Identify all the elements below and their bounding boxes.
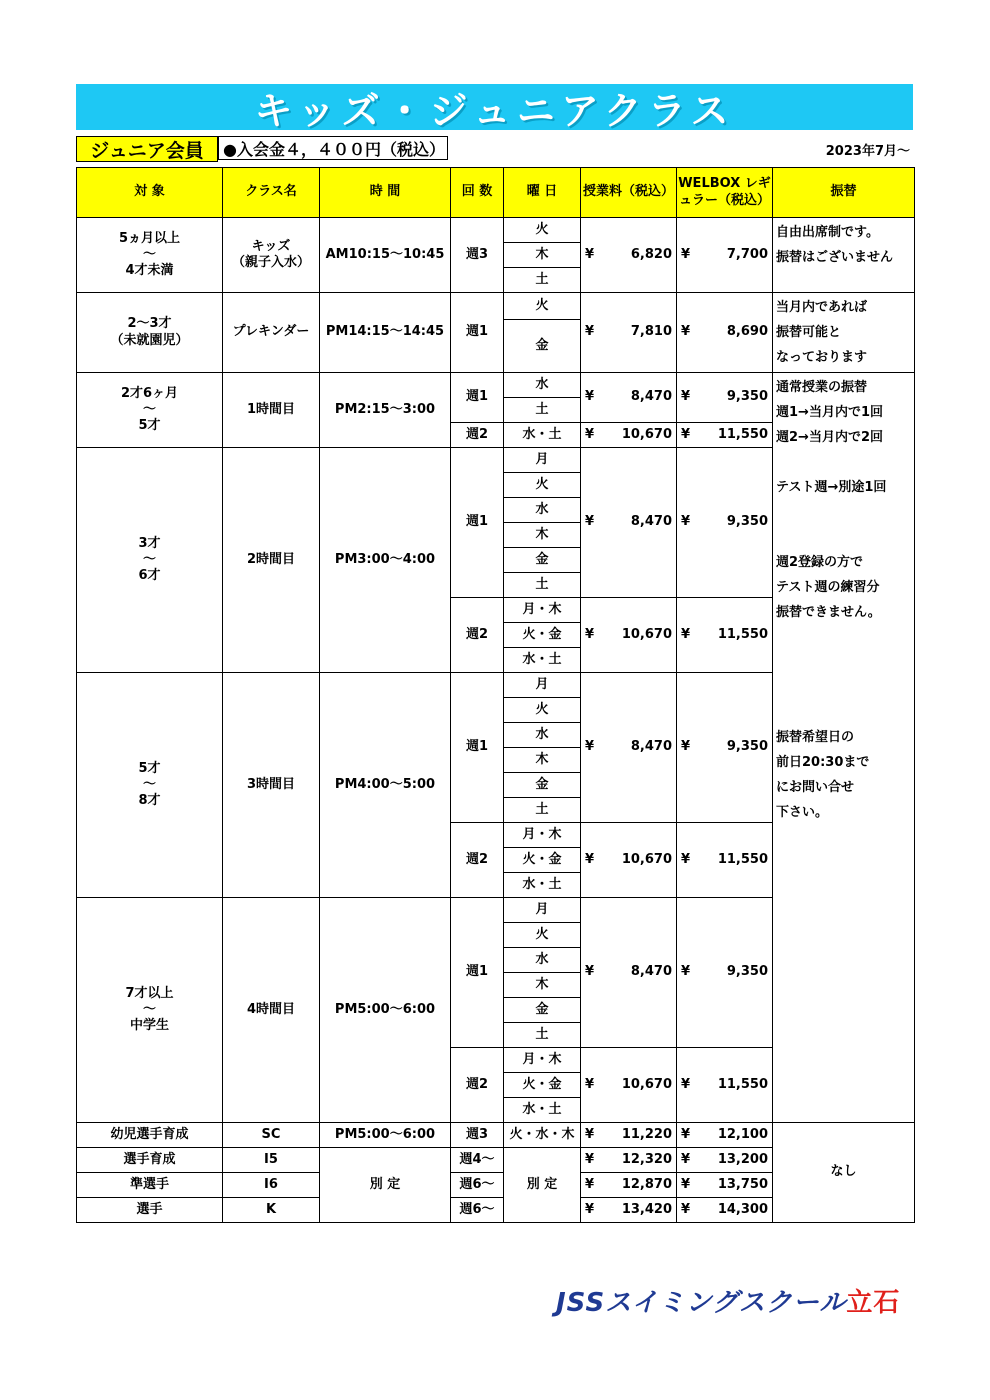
entry-fee: ●入会金４，４００円（税込） [218,136,448,160]
welbox-cell: ¥ 12,100 [677,1123,773,1148]
target-cell: 選手育成 [77,1148,223,1173]
count-cell: 週1 [451,293,504,373]
class-cell: I6 [223,1173,320,1198]
day-cell: 水・土 [504,648,581,673]
fee-cell: ¥ 8,470 [581,673,677,823]
makeup-cell: 当月内であれば 振替可能と なっております [773,293,915,373]
welbox-cell: ¥ 8,690 [677,293,773,373]
day-cell: 土 [504,573,581,598]
header-makeup: 振替 [773,168,915,218]
time-cell: PM14:15～14:45 [320,293,451,373]
schedule-table [76,167,915,1223]
day-cell: 月・木 [504,1048,581,1073]
welbox-cell: ¥ 13,200 [677,1148,773,1173]
day-cell: 別 定 [504,1148,581,1223]
table-row [77,1123,915,1148]
table-header [77,168,915,218]
class-cell: SC [223,1123,320,1148]
makeup-cell: なし [773,1123,915,1223]
table-row [77,218,915,243]
count-cell: 週1 [451,373,504,423]
time-cell: 別 定 [320,1148,451,1223]
fee-cell: ¥ 8,470 [581,898,677,1048]
makeup-cell: 通常授業の振替 週1→当月内で1回 週2→当月内で2回 テスト週→別途1回 週2登録の方で テスト週の練習分 振替できません。 振替希望日の 前日20:30まで にお問い合せ 下さい。 [773,373,915,1123]
effective-date: 2023年7月～ [825,144,910,159]
fee-cell: ¥ 12,870 [581,1173,677,1198]
count-cell: 週2 [451,598,504,673]
header-fee: 授業料（税込） [581,168,677,218]
day-cell: 木 [504,523,581,548]
table-row [77,373,915,398]
day-cell: 火 [504,698,581,723]
day-cell: 水 [504,373,581,398]
day-cell: 金 [504,773,581,798]
day-cell: 土 [504,798,581,823]
day-cell: 火 [504,218,581,243]
header-welbox: WELBOX レギュラー（税込） [677,168,773,218]
target-cell: 3才 ～ 6才 [77,448,223,673]
welbox-cell: ¥ 9,350 [677,898,773,1048]
target-cell: 5才 ～ 8才 [77,673,223,898]
class-cell: 1時間目 [223,373,320,448]
day-cell: 火 [504,473,581,498]
day-cell: 月 [504,673,581,698]
time-cell: PM2:15～3:00 [320,373,451,448]
day-cell: 火・金 [504,848,581,873]
header-count: 回 数 [451,168,504,218]
day-cell: 水・土 [504,1098,581,1123]
day-cell: 月 [504,448,581,473]
class-cell: 3時間目 [223,673,320,898]
count-cell: 週3 [451,1123,504,1148]
fee-cell: ¥ 6,820 [581,218,677,293]
day-cell: 水・土 [504,873,581,898]
count-cell: 週1 [451,898,504,1048]
fee-cell: ¥ 7,810 [581,293,677,373]
count-cell: 週1 [451,448,504,598]
day-cell: 水 [504,723,581,748]
count-cell: 週4～ [451,1148,504,1173]
day-cell: 火・水・木 [504,1123,581,1148]
time-cell: PM5:00～6:00 [320,1123,451,1148]
class-cell: 4時間目 [223,898,320,1123]
class-cell: 2時間目 [223,448,320,673]
title-banner [76,84,913,133]
day-cell: 金 [504,548,581,573]
welbox-cell: ¥ 7,700 [677,218,773,293]
target-cell: 5ヵ月以上 ～ 4才未満 [77,218,223,293]
day-cell: 月・木 [504,823,581,848]
header-time: 時 間 [320,168,451,218]
day-cell: 火・金 [504,623,581,648]
count-cell: 週3 [451,218,504,293]
count-cell: 週2 [451,1048,504,1123]
fee-cell: ¥ 8,470 [581,373,677,423]
table-row [77,293,915,320]
time-cell: AM10:15～10:45 [320,218,451,293]
count-cell: 週6～ [451,1173,504,1198]
day-cell: 木 [504,243,581,268]
time-cell: PM4:00～5:00 [320,673,451,898]
fee-cell: ¥ 8,470 [581,448,677,598]
day-cell: 水 [504,948,581,973]
count-cell: 週2 [451,823,504,898]
welbox-cell: ¥ 11,550 [677,823,773,898]
fee-cell: ¥ 10,670 [581,423,677,448]
class-cell: K [223,1198,320,1223]
welbox-cell: ¥ 9,350 [677,448,773,598]
header-class: クラス名 [223,168,320,218]
target-cell: 準選手 [77,1173,223,1198]
header-target: 対 象 [77,168,223,218]
class-cell: I5 [223,1148,320,1173]
header-day: 曜 日 [504,168,581,218]
class-cell: キッズ （親子入水） [223,218,320,293]
welbox-cell: ¥ 11,550 [677,598,773,673]
member-label: ジュニア会員 [76,136,218,162]
fee-cell: ¥ 12,320 [581,1148,677,1173]
day-cell: 水・土 [504,423,581,448]
time-cell: PM5:00～6:00 [320,898,451,1123]
fee-cell: ¥ 10,670 [581,1048,677,1123]
target-cell: 7才以上 ～ 中学生 [77,898,223,1123]
day-cell: 土 [504,268,581,293]
school-logo [556,1282,900,1319]
target-cell: 幼児選手育成 [77,1123,223,1148]
welbox-cell: ¥ 11,550 [677,1048,773,1123]
target-cell: 2～3才 （未就園児） [77,293,223,373]
day-cell: 金 [504,998,581,1023]
welbox-cell: ¥ 11,550 [677,423,773,448]
welbox-cell: ¥ 9,350 [677,373,773,423]
class-cell: プレキンダー [223,293,320,373]
welbox-cell: ¥ 13,750 [677,1173,773,1198]
logo-text: JSSスイミングスクール [556,1288,847,1318]
day-cell: 火・金 [504,1073,581,1098]
day-cell: 土 [504,1023,581,1048]
target-cell: 選手 [77,1198,223,1223]
day-cell: 水 [504,498,581,523]
day-cell: 土 [504,398,581,423]
page-title: キッズ・ジュニアクラス [254,88,735,133]
logo-branch: 立石 [846,1288,901,1318]
time-cell: PM3:00～4:00 [320,448,451,673]
count-cell: 週1 [451,673,504,823]
fee-cell: ¥ 10,670 [581,823,677,898]
makeup-cell: 自由出席制です。 振替はございません [773,218,915,293]
count-cell: 週6～ [451,1198,504,1223]
count-cell: 週2 [451,423,504,448]
day-cell: 木 [504,748,581,773]
day-cell: 火 [504,923,581,948]
day-cell: 月 [504,898,581,923]
day-cell: 木 [504,973,581,998]
target-cell: 2才6ヶ月 ～ 5才 [77,373,223,448]
day-cell: 月・木 [504,598,581,623]
fee-cell: ¥ 13,420 [581,1198,677,1223]
welbox-cell: ¥ 9,350 [677,673,773,823]
day-cell: 火 [504,293,581,320]
fee-cell: ¥ 11,220 [581,1123,677,1148]
welbox-cell: ¥ 14,300 [677,1198,773,1223]
day-cell: 金 [504,320,581,373]
fee-cell: ¥ 10,670 [581,598,677,673]
